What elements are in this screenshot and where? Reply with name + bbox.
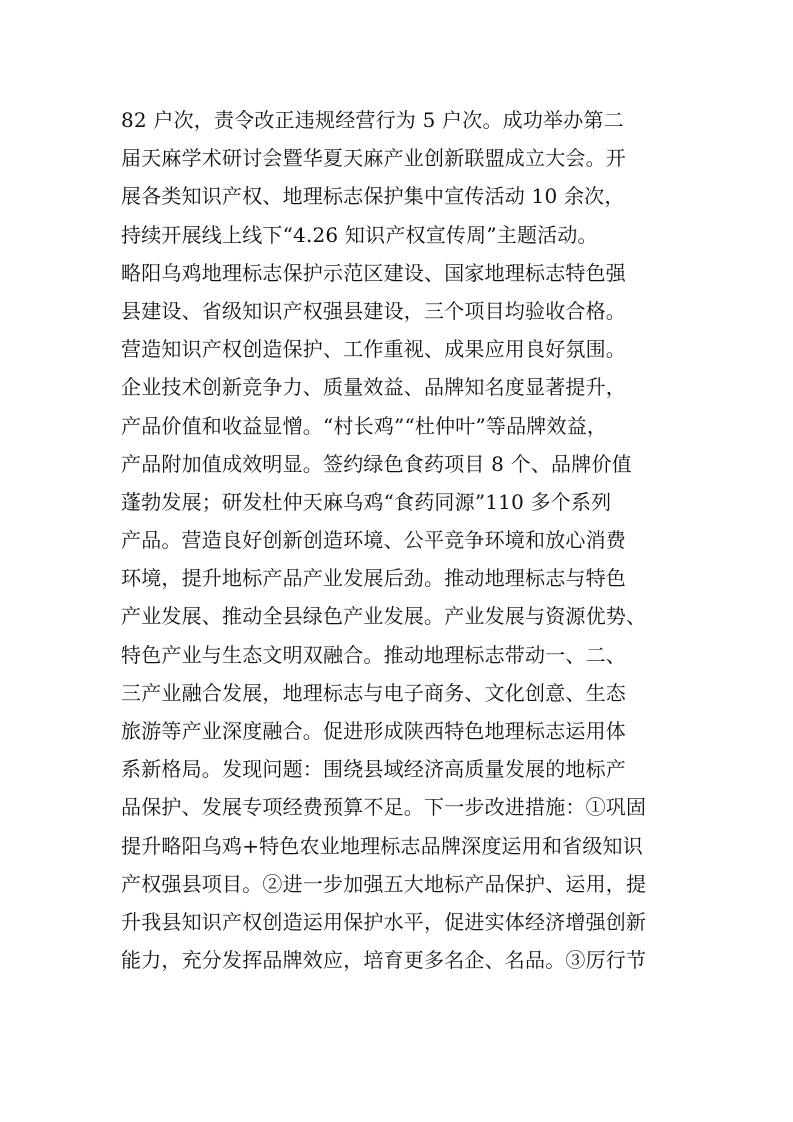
text-line-21: 产权强县项目。②进一步加强五大地标产品保护、运用，提 bbox=[121, 871, 647, 896]
text-line-12: 产品。营造良好创新创造环境、公平竞争环境和放心消费 bbox=[121, 528, 626, 553]
document-body bbox=[121, 101, 681, 979]
text-line-9: 产品价值和收益显憎。“村长鸡”“杜仲叶”等品牌效益， bbox=[121, 413, 608, 438]
text-line-2: 届天麻学术研讨会暨华夏天麻产业创新联盟成立大会。开 bbox=[121, 146, 626, 171]
text-line-4: 持续开展线上线下“4.26 知识产权宣传周”主题活动。 bbox=[121, 222, 598, 247]
text-line-19: 品保护、发展专项经费预算不足。下一步改进措施：①巩固 bbox=[121, 795, 647, 820]
text-line-3: 展各类知识产权、地理标志保护集中宣传活动 10 余次， bbox=[121, 184, 625, 209]
text-line-8: 企业技术创新竞争力、质量效益、品牌知名度显著提升， bbox=[121, 375, 626, 400]
text-line-20: 提升略阳乌鸡+特色农业地理标志品牌深度运用和省级知识 bbox=[121, 833, 643, 858]
text-line-14: 产业发展、推动全县绿色产业发展。产业发展与资源优势、 bbox=[121, 604, 647, 629]
text-line-22: 升我县知识产权创造运用保护水平，促进实体经济增强创新 bbox=[121, 909, 647, 934]
text-line-6: 县建设、省级知识产权强县建设，三个项目均验收合格。 bbox=[121, 298, 626, 323]
text-line-17: 旅游等产业深度融合。促进形成陕西特色地理标志运用体 bbox=[121, 719, 626, 743]
text-line-5: 略阳乌鸡地理标志保护示范区建设、国家地理标志特色强 bbox=[121, 260, 626, 285]
text-line-10: 产品附加值成效明显。签约绿色食药项目 8 个、品牌价值 bbox=[121, 451, 632, 476]
text-line-18: 系新格局。发现问题：围绕县域经济高质量发展的地标产 bbox=[121, 757, 626, 782]
text-line-16: 三产业融合发展，地理标志与电子商务、文化创意、生态 bbox=[121, 680, 626, 705]
text-line-13: 环境，提升地标产品产业发展后劲。推动地理标志与特色 bbox=[121, 566, 626, 591]
text-line-11: 蓬勃发展；研发杜仲天麻乌鸡“食药同源”110 多个系列 bbox=[121, 489, 612, 514]
text-line-15: 特色产业与生态文明双融合。推动地理标志带动一、二、 bbox=[121, 642, 626, 667]
text-line-23: 能力，充分发挥品牌效应，培育更多名企、名品。③厉行节 bbox=[121, 948, 647, 973]
text-line-7: 营造知识产权创造保护、工作重视、成果应用良好氛围。 bbox=[121, 337, 626, 362]
text-line-1: 82 户次，责令改正违规经营行为 5 户次。成功举办第二 bbox=[121, 108, 624, 132]
